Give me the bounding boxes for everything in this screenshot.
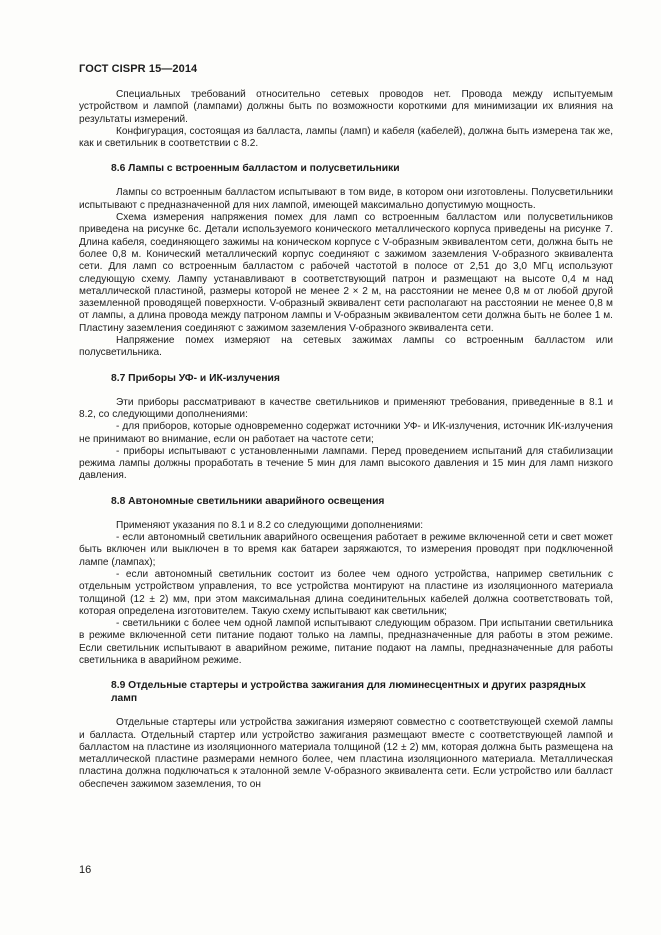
paragraph: Конфигурация, состоящая из балласта, лампы (ламп) и кабеля (кабелей), должна быть измерена так же, как и светильник в соответствии с 8.2.: [79, 125, 613, 150]
paragraph: Специальных требований относительно сетевых проводов нет. Провода между испытуемым устройством и лампой (лампами) должны быть по возможности короткими для минимизации их влияния на результаты измерений.: [79, 89, 613, 125]
paragraph: Применяют указания по 8.1 и 8.2 со следующими дополнениями:: [116, 519, 424, 531]
paragraph: Лампы со встроенным балластом испытывают в том виде, в котором они изготовлены. Полусветильники испытывают с предназначенной для них лампой, имеющей максимально допустимую мощность.: [79, 187, 613, 211]
section-heading: 8.8 Автономные светильники аварийного освещения: [111, 495, 385, 507]
paragraph: - светильники с более чем одной лампой испытывают следующим образом. При испытании светильника в режиме включенной сети питание подают только на лампы, предназначенные для работы в этом режиме. Если светильник испытывают в аварийном режиме, питание подают на лампы, предназначенные для работы светильника в аварийном режиме.: [79, 618, 613, 666]
page-number: 16: [79, 864, 92, 876]
paragraph: - для приборов, которые одновременно содержат источники УФ- и ИК-излучения, источник ИК-излучения не принимают во внимание, если он работает на частоте сети;: [79, 421, 613, 445]
paragraph: Эти приборы рассматривают в качестве светильников и применяют требования, приведенные в 8.1 и 8.2, со следующими дополнениями:: [79, 396, 613, 420]
paragraph: Схема измерения напряжения помех для ламп со встроенным балластом или полусветильников приведена на рисунке 6с. Детали используемого конического металлического корпуса приведены на рисунке 7. Длина кабеля, соединяющего зажимы на коническом корпусе с V-образным эквивалентом сети, должна быть не более 0,8 м. Конический металлический корпус соединяют с зажимом заземления V-образного эквивалента сети. Для ламп со встроенным балластом с рабочей частотой в полосе от 2,51 до 3,0 МГц используют следующую схему. Лампу устанавливают в соответствующий патрон и размещают на высоте 0,4 м над металлической пластиной, размеры которой не менее 2 × 2 м, на расстоянии не менее 0,8 м от любой другой заземленной проводящей поверхности. V-образный эквивалент сети располагают на расстоянии не менее 0,8 м от лампы, а длина провода между патроном лампы и V-образным эквивалентом сети должна быть не более 1 м. Пластину заземления соединяют с зажимом заземления V-образного эквивалента сети.: [79, 212, 613, 334]
paragraph: Отдельные стартеры или устройства зажигания измеряют совместно с соответствующей схемой лампы и балласта. Отдельный стартер или устройство зажигания размещают вместе с соответствующей лампой и балластом на пластине из изоляционного материала толщиной (12 ± 2) мм, которая должна быть размещена на металлической пластине размерами немного более, чем пластина изоляционного материала. Металлическая пластина должна подключаться к эталонной земле V-образного эквивалента сети. Если устройство или балласт обеспечен зажимом заземления, то он: [79, 717, 613, 790]
paragraph: - если автономный светильник аварийного освещения работает в режиме включенной сети и свет может быть включен или выключен в то время как батареи заряжаются, то измерения проводят при подключенной лампе (лампах);: [79, 532, 613, 568]
paragraph: - приборы испытывают с установленными лампами. Перед проведением испытаний для стабилизации режима лампы должны проработать в течение 5 мин для ламп высокого давления и 15 мин для ламп низкого давления.: [79, 445, 613, 482]
section-heading: 8.7 Приборы УФ- и ИК-излучения: [111, 372, 280, 384]
document-header: ГОСТ CISPR 15—2014: [79, 63, 198, 75]
section-heading: 8.6 Лампы с встроенным балластом и полусветильники: [111, 163, 400, 175]
document-body: [79, 89, 613, 791]
paragraph: - если автономный светильник состоит из более чем одного устройства, например светильник с отдельным устройством управления, то все устройства монтируют на пластине из изоляционного материала толщиной (12 ± 2) мм, при этом максимальная длина соединительных кабелей должна соответствовать той, которая определена изготовителем. Такую схему испытывают как светильник;: [79, 568, 613, 617]
paragraph: Напряжение помех измеряют на сетевых зажимах лампы со встроенным балластом или полусветильника.: [79, 335, 613, 359]
section-heading: 8.9 Отдельные стартеры и устройства зажигания для люминесцентных и других разрядных ламп: [111, 680, 586, 705]
